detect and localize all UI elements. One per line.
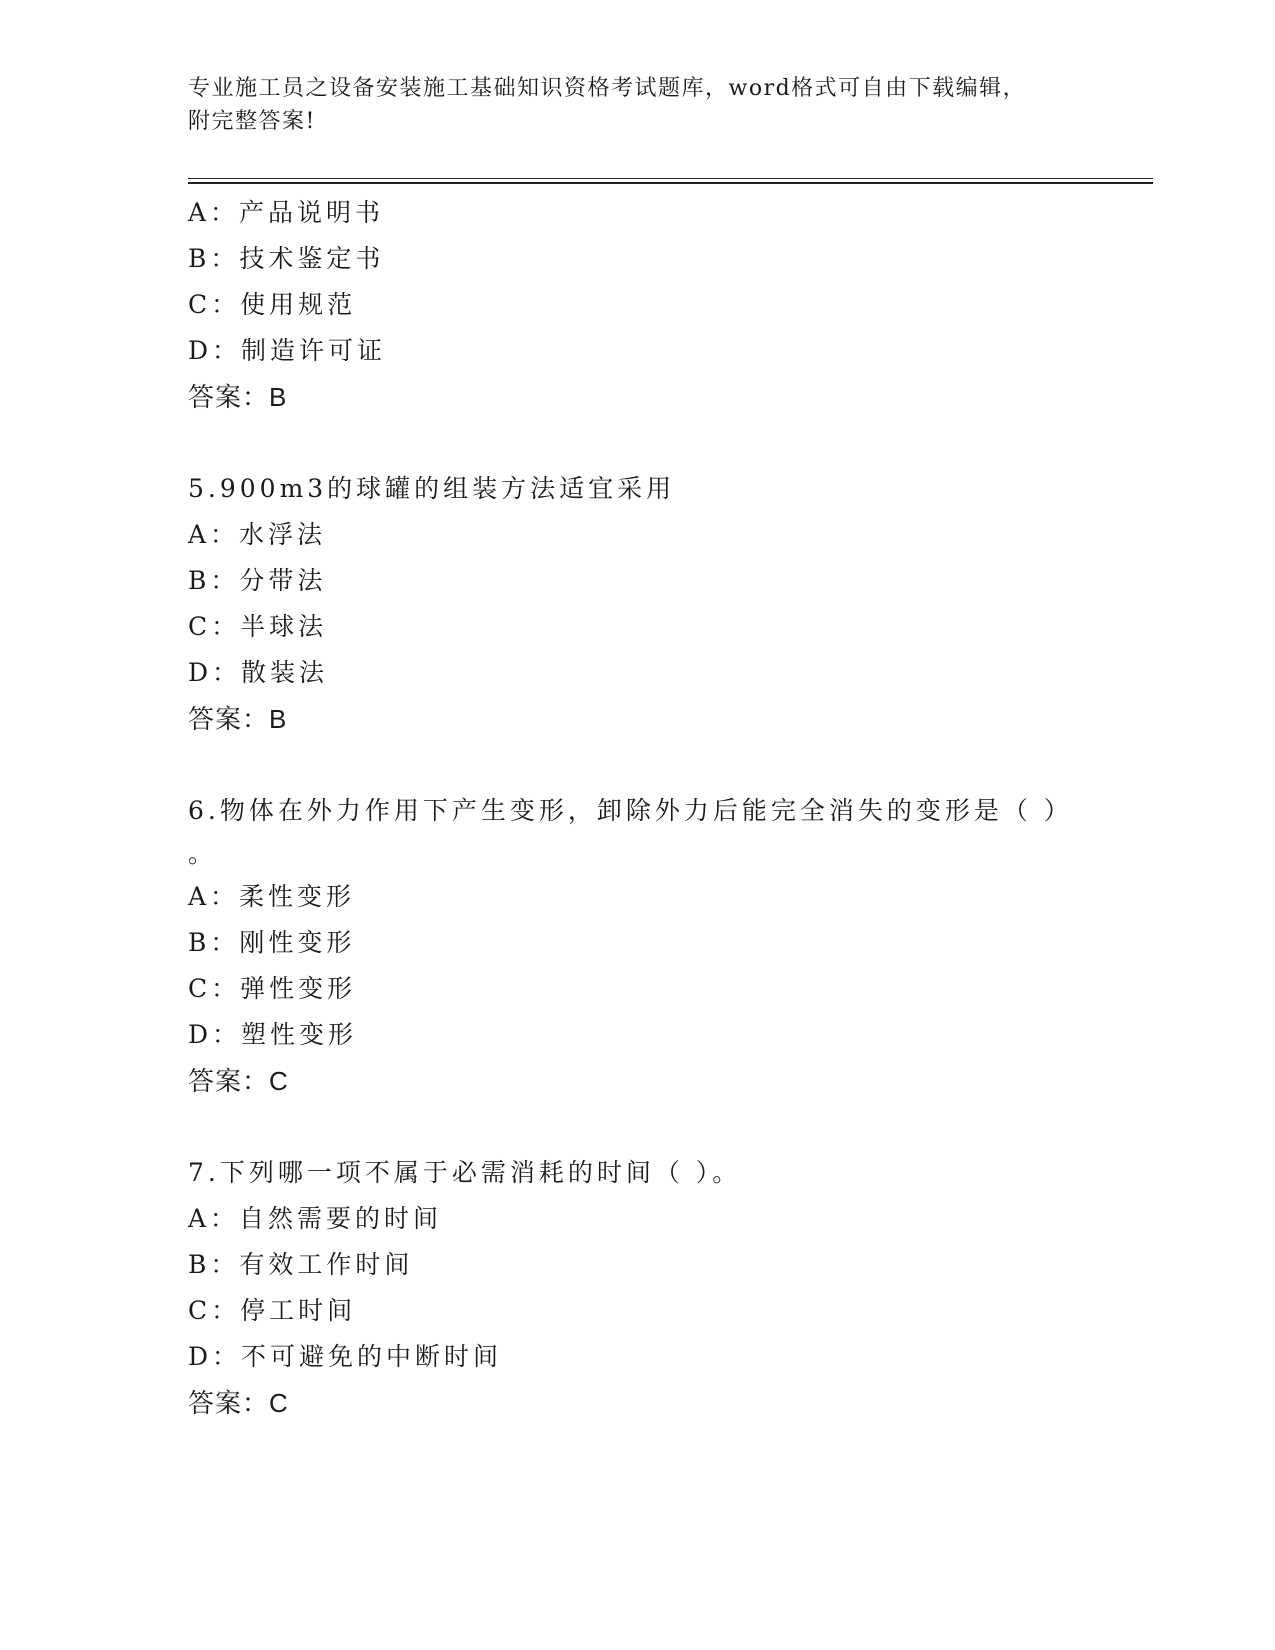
answer-label: 答案：B <box>188 382 288 412</box>
question-list <box>188 190 1148 1426</box>
question-block-7 <box>188 1150 1148 1426</box>
question-stem-continuation: 。 <box>188 839 214 868</box>
spacer <box>188 420 1148 466</box>
option-d: D：不可避免的中断时间 <box>188 1342 503 1371</box>
question-stem: 5.900m3的球罐的组装方法适宜采用 <box>188 474 676 503</box>
header-line-2: 附完整答案! <box>188 109 316 134</box>
question-stem: 7.下列哪一项不属于必需消耗的时间（ ）。 <box>188 1158 742 1187</box>
document-header <box>188 72 1088 138</box>
header-line-1: 专业施工员之设备安装施工基础知识资格考试题库，word格式可自由下载编辑， <box>188 76 1027 101</box>
option-a: A：自然需要的时间 <box>188 1204 443 1233</box>
option-b: B：刚性变形 <box>188 928 356 957</box>
answer-label: 答案：C <box>188 1388 289 1418</box>
option-d: D：散装法 <box>188 658 329 687</box>
question-block-5 <box>188 466 1148 742</box>
answer-label: 答案：C <box>188 1066 289 1096</box>
option-c: C：弹性变形 <box>188 974 357 1003</box>
option-b: B：有效工作时间 <box>188 1250 414 1279</box>
question-block-prev <box>188 190 1148 420</box>
answer-label: 答案：B <box>188 704 288 734</box>
header-divider-thin <box>188 178 1153 179</box>
option-a: A：柔性变形 <box>188 882 356 911</box>
option-a: A：水浮法 <box>188 520 327 549</box>
option-c: C：半球法 <box>188 612 328 641</box>
option-d: D：制造许可证 <box>188 336 387 365</box>
option-a: A：产品说明书 <box>188 198 385 227</box>
option-c: C：停工时间 <box>188 1296 357 1325</box>
option-c: C：使用规范 <box>188 290 357 319</box>
spacer <box>188 1104 1148 1150</box>
spacer <box>188 742 1148 788</box>
option-b: B：分带法 <box>188 566 327 595</box>
question-block-6 <box>188 788 1148 1104</box>
question-stem: 6.物体在外力作用下产生变形，卸除外力后能完全消失的变形是（ ） <box>188 796 1073 825</box>
option-b: B：技术鉴定书 <box>188 244 385 273</box>
option-d: D：塑性变形 <box>188 1020 358 1049</box>
header-divider-thick <box>188 182 1153 184</box>
